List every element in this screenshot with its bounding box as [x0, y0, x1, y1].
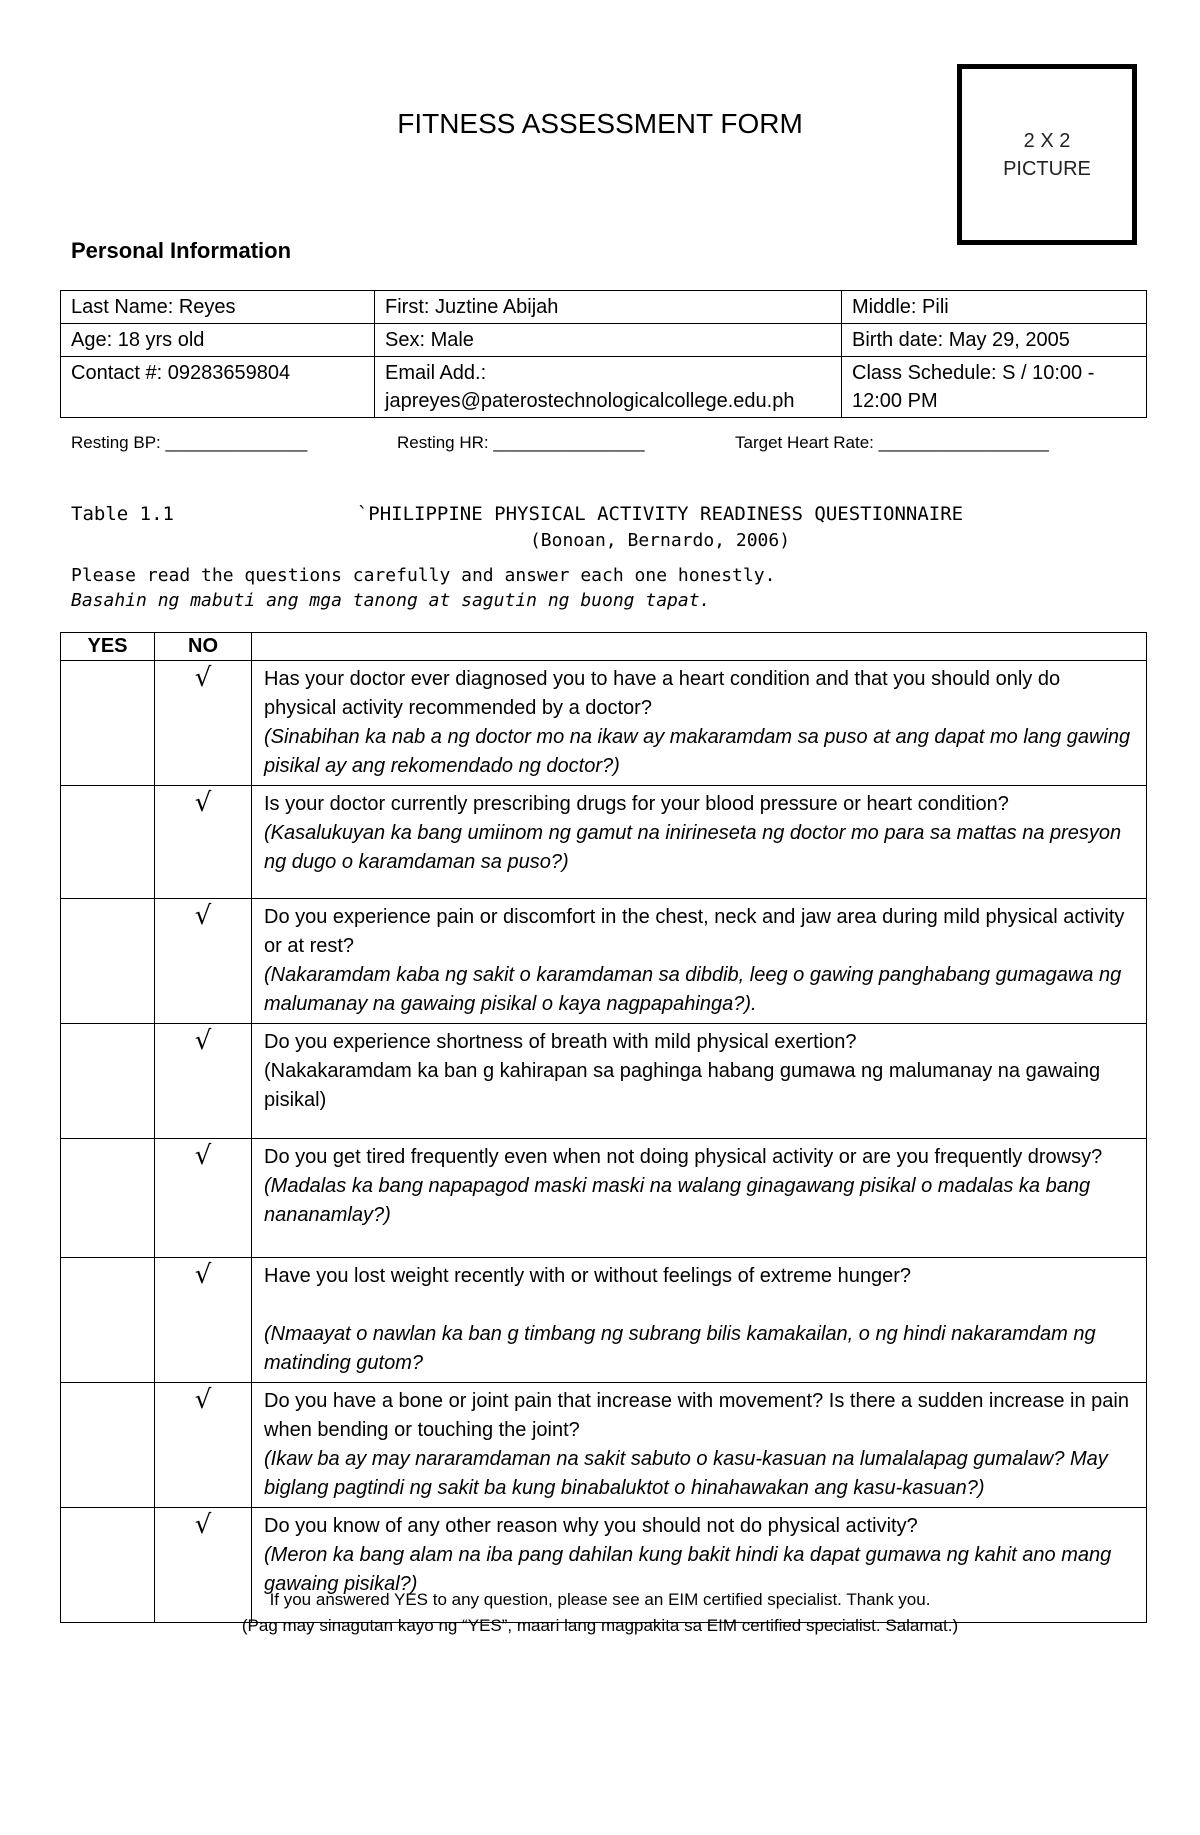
question-row: [61, 899, 1147, 1024]
form-title: FITNESS ASSESSMENT FORM: [397, 108, 803, 139]
question-text: [252, 786, 1147, 899]
personal-info-heading: Personal Information: [71, 238, 292, 263]
questionnaire-title: `PHILIPPINE PHYSICAL ACTIVITY READINESS QUESTIONNAIRE: [356, 503, 964, 525]
info-row: [61, 324, 1147, 357]
no-answer-check: √: [155, 899, 252, 1024]
yes-answer-cell: [61, 661, 155, 786]
info-row: [61, 291, 1147, 324]
question-english: Do you get tired frequently even when not doing physical activity or are you frequently drowsy?: [264, 1146, 1103, 1168]
target-heart-rate-field: Target Heart Rate: __________________: [735, 433, 1049, 452]
no-answer-check: √: [155, 1139, 252, 1258]
question-english: Do you have a bone or joint pain that increase with movement? Is there a sudden increase in pain when bending or touching the joint?: [264, 1390, 1129, 1441]
question-row: [61, 1383, 1147, 1508]
question-tagalog: (Meron ka bang alam na iba pang dahilan kung bakit hindi ka dapat gumawa ng kahit ano mang gawaing pisikal?): [264, 1544, 1112, 1595]
question-english: Do you experience shortness of breath with mild physical exertion?: [264, 1031, 857, 1053]
class-schedule-cell: Class Schedule: S / 10:00 - 12:00 PM: [842, 357, 1147, 418]
questionnaire-citation: (Bonoan, Bernardo, 2006): [529, 530, 791, 551]
question-english: Have you lost weight recently with or without feelings of extreme hunger?: [264, 1265, 912, 1287]
question-tagalog: (Nakaramdam kaba ng sakit o karamdaman sa dibdib, leeg o gawing panghabang gumagawa ng malumanay na gawaing pisikal o kaya nagpapahinga?).: [264, 964, 1122, 1015]
no-answer-check: √: [155, 661, 252, 786]
yes-answer-cell: [61, 1258, 155, 1383]
birth-date-cell: Birth date: May 29, 2005: [842, 324, 1147, 357]
question-tagalog: (Nmaayat o nawlan ka ban g timbang ng subrang bilis kamakailan, o ng hindi nakaramdam ng matinding gutom?: [264, 1323, 1096, 1374]
no-answer-check: √: [155, 1383, 252, 1508]
no-answer-check: √: [155, 1024, 252, 1139]
questionnaire-header-row: [61, 633, 1147, 661]
question-english: Is your doctor currently prescribing drugs for your blood pressure or heart condition?: [264, 793, 1009, 815]
middle-name-cell: Middle: Pili: [842, 291, 1147, 324]
first-name-cell: First: Juztine Abijah: [375, 291, 842, 324]
instruction-english: Please read the questions carefully and answer each one honestly.: [71, 565, 776, 586]
yes-answer-cell: [61, 1383, 155, 1508]
table-label: Table 1.1: [71, 503, 174, 525]
question-text: [252, 1139, 1147, 1258]
picture-size-label: 2 X 2: [1023, 129, 1071, 152]
spacer: [264, 1291, 1136, 1320]
question-text: [252, 1024, 1147, 1139]
no-column-header: NO: [155, 633, 252, 661]
info-row: [61, 357, 1147, 418]
personal-info-table: [60, 290, 1147, 418]
question-text: [252, 661, 1147, 786]
question-tagalog: (Kasalukuyan ka bang umiinom ng gamut na inirineseta ng doctor mo para sa mattas na presyon ng dugo o karamdaman sa puso?): [264, 822, 1122, 873]
email-cell: Email Add.: japreyes@paterostechnologicalcollege.edu.ph: [375, 357, 842, 418]
questionnaire-table: [60, 632, 1147, 1623]
resting-hr-field: Resting HR: ________________: [397, 433, 645, 452]
no-answer-check: √: [155, 1508, 252, 1623]
question-tagalog: (Ikaw ba ay may nararamdaman na sakit sabuto o kasu-kasuan na lumalalapag gumalaw? May biglang pagtindi ng sakit ba kung binabaluktot o hinahawakan ang kasu-kasuan?): [264, 1448, 1108, 1499]
question-column-header: [252, 633, 1147, 661]
yes-answer-cell: [61, 1139, 155, 1258]
question-english: Do you know of any other reason why you should not do physical activity?: [264, 1515, 918, 1537]
picture-label: PICTURE: [1003, 157, 1091, 180]
question-text: [252, 1258, 1147, 1383]
question-english: Has your doctor ever diagnosed you to have a heart condition and that you should only do physical activity recommended by a doctor?: [264, 668, 1061, 719]
question-text: [252, 1383, 1147, 1508]
yes-answer-cell: [61, 899, 155, 1024]
question-english: Do you experience pain or discomfort in the chest, neck and jaw area during mild physical activity or at rest?: [264, 906, 1125, 957]
footer-note-tagalog: (Pag may sinagutan kayo ng “YES”, maari lang magpakita sa EIM certified specialist. Salamat.): [241, 1616, 959, 1635]
question-tagalog: (Madalas ka bang napapagod maski maski na walang ginagawang pisikal o madalas ka bang nananamlay?): [264, 1175, 1091, 1226]
last-name-cell: Last Name: Reyes: [61, 291, 375, 324]
question-row: [61, 1024, 1147, 1139]
question-tagalog: (Nakakaramdam ka ban g kahirapan sa paghinga habang gumawa ng malumanay na gawaing pisikal): [264, 1060, 1101, 1111]
yes-answer-cell: [61, 786, 155, 899]
age-cell: Age: 18 yrs old: [61, 324, 375, 357]
yes-answer-cell: [61, 1024, 155, 1139]
question-row: [61, 1258, 1147, 1383]
resting-bp-field: Resting BP: _______________: [71, 433, 308, 452]
question-row: [61, 786, 1147, 899]
yes-column-header: YES: [61, 633, 155, 661]
instruction-tagalog: Basahin ng mabuti ang mga tanong at sagutin ng buong tapat.: [71, 590, 711, 611]
contact-cell: Contact #: 09283659804: [61, 357, 375, 418]
no-answer-check: √: [155, 1258, 252, 1383]
question-text: [252, 899, 1147, 1024]
footer-note-english: If you answered YES to any question, please see an EIM certified specialist. Thank you.: [269, 1590, 931, 1609]
question-tagalog: (Sinabihan ka nab a ng doctor mo na ikaw ay makaramdam sa puso at ang dapat mo lang gawing pisikal ay ang rekomendado ng doctor?): [264, 726, 1131, 777]
sex-cell: Sex: Male: [375, 324, 842, 357]
question-row: [61, 1139, 1147, 1258]
no-answer-check: √: [155, 786, 252, 899]
picture-placeholder: [957, 64, 1137, 245]
question-row: [61, 661, 1147, 786]
